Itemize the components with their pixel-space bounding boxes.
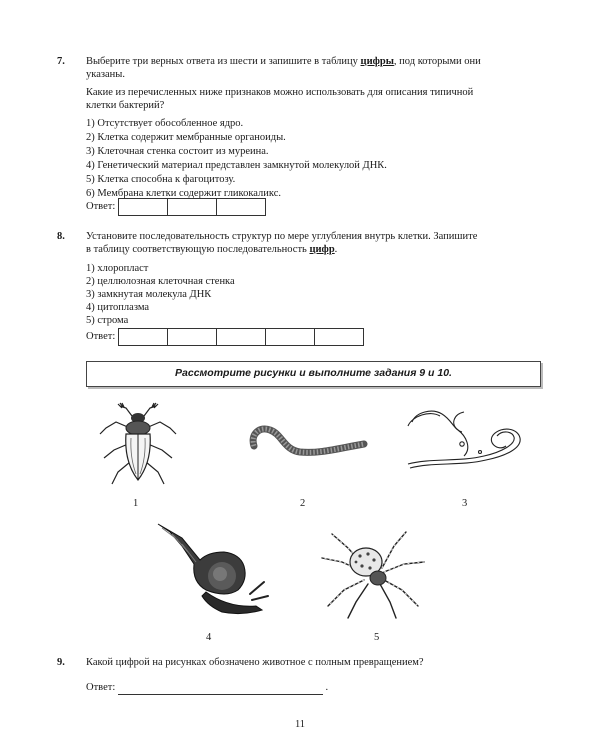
q8-answer-cell[interactable]: [119, 329, 168, 345]
q7-answer-table: [118, 198, 266, 216]
figure-label-4: 4: [206, 632, 212, 643]
q7-emphasis-digits: цифры: [360, 56, 394, 67]
q8-instruction-text: в таблицу соответствующую последовательность: [86, 244, 310, 255]
tasks-9-10-banner: Рассмотрите рисунки и выполните задания 9 и 10.: [86, 361, 541, 387]
q9-number: 9.: [57, 657, 65, 668]
q8-answer-cell[interactable]: [217, 329, 266, 345]
earthworm-illustration: [240, 420, 370, 470]
q9-answer-label: Ответ:: [86, 682, 116, 693]
q8-answer-label: Ответ:: [86, 331, 116, 343]
q7-option-3: 3) Клеточная стенка состоит из муреина.: [86, 146, 269, 157]
q8-answer-table: [118, 328, 364, 346]
q7-answer-cell[interactable]: [168, 199, 217, 215]
q7-prompt-line2: клетки бактерий?: [86, 100, 165, 111]
q7-number: 7.: [57, 56, 65, 67]
q9-answer-line[interactable]: [118, 683, 323, 695]
q7-instruction-line2: указаны.: [86, 69, 125, 80]
q8-answer-cell[interactable]: [168, 329, 217, 345]
q8-instruction-line1: Установите последовательность структур по мере углубления внутрь клетки. Запишите: [86, 231, 478, 242]
q7-option-4: 4) Генетический материал представлен замкнутой молекулой ДНК.: [86, 160, 387, 171]
q9-answer-period: .: [325, 682, 329, 693]
q9-question-text: Какой цифрой на рисунках обозначено животное с полным превращением?: [86, 657, 424, 668]
q8-option-3: 3) замкнутая молекула ДНК: [86, 289, 212, 300]
q7-instruction-text: Выберите три верных ответа из шести и запишите в таблицу: [86, 56, 361, 67]
page-number: 11: [294, 719, 306, 730]
q8-instruction-period: .: [334, 244, 338, 255]
q7-answer-row: [86, 198, 266, 216]
q8-instruction-line2: [86, 243, 337, 257]
q8-emphasis-digits: цифр: [309, 244, 335, 255]
q8-option-4: 4) цитоплазма: [86, 302, 150, 313]
q7-prompt-line1: Какие из перечисленных ниже признаков можно использовать для описания типичной: [86, 87, 474, 98]
q7-answer-cell[interactable]: [119, 199, 168, 215]
q8-option-5: 5) строма: [86, 315, 129, 326]
beetle-illustration: [92, 400, 184, 492]
figure-label-3: 3: [462, 498, 468, 509]
q8-answer-cell[interactable]: [266, 329, 315, 345]
q7-instruction-line1: [86, 55, 481, 69]
q7-option-6: 6) Мембрана клетки содержит гликокаликс.: [86, 188, 282, 199]
snail-illustration: [152, 520, 270, 626]
q7-option-2: 2) Клетка содержит мембранные органоиды.: [86, 132, 286, 143]
q8-option-1: 1) хлоропласт: [86, 263, 149, 274]
q7-answer-cell[interactable]: [217, 199, 265, 215]
q8-answer-cell[interactable]: [315, 329, 363, 345]
q9-answer-row: [86, 681, 328, 695]
figure-label-2: 2: [300, 498, 306, 509]
q7-answer-label: Ответ:: [86, 201, 116, 213]
figure-label-1: 1: [133, 498, 139, 509]
q7-option-1: 1) Отсутствует обособленное ядро.: [86, 118, 244, 129]
q7-instruction-text-end: , под которыми они: [393, 56, 481, 67]
roundworm-illustration: [402, 404, 532, 476]
q8-number: 8.: [57, 231, 65, 242]
q8-answer-row: [86, 328, 364, 346]
q8-option-2: 2) целлюлозная клеточная стенка: [86, 276, 235, 287]
figure-label-5: 5: [374, 632, 380, 643]
q7-option-5: 5) Клетка способна к фагоцитозу.: [86, 174, 236, 185]
spider-illustration: [318, 528, 430, 620]
